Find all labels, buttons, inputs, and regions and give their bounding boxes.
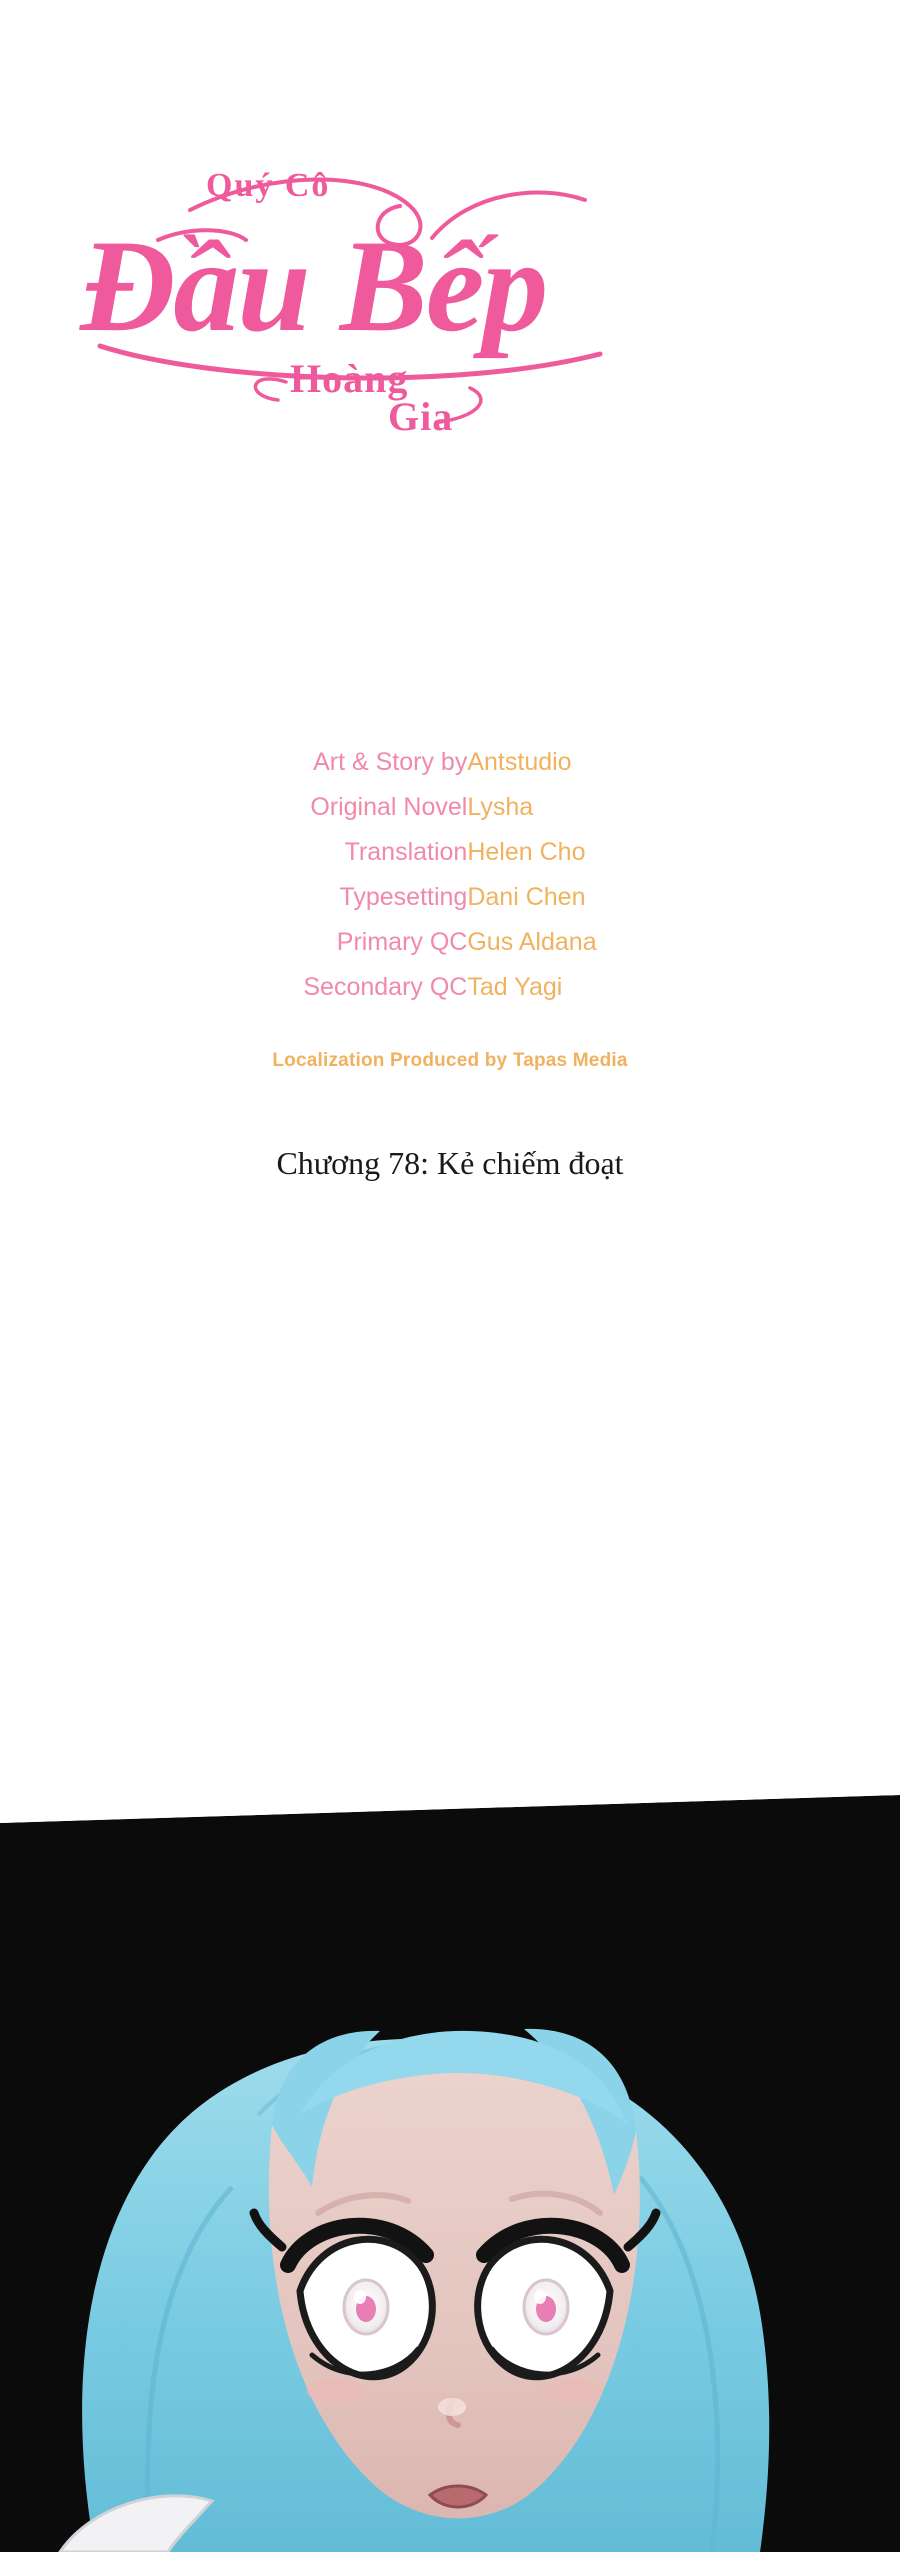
credit-role: Secondary QC — [303, 973, 468, 1001]
title-line3b: Gia — [388, 394, 454, 439]
comic-panel — [0, 1795, 900, 2552]
credit-row — [303, 740, 596, 785]
credit-row — [303, 920, 596, 965]
credits-table — [303, 740, 596, 1010]
credit-name: Gus Aldana — [467, 928, 597, 956]
credit-role: Primary QC — [336, 928, 468, 956]
localization-credit: Localization Produced by Tapas Media — [272, 1050, 628, 1071]
credit-row — [303, 875, 596, 920]
credit-name: Tad Yagi — [467, 973, 563, 1001]
series-title-logo — [0, 140, 900, 460]
chapter-title: Chương 78: Kẻ chiếm đoạt — [276, 1145, 624, 1181]
credit-role: Art & Story by — [313, 748, 468, 776]
credit-row — [303, 785, 596, 830]
credit-name: Dani Chen — [467, 883, 586, 911]
credit-name: Helen Cho — [467, 838, 586, 866]
title-line2: Đầu Bếp — [80, 212, 547, 359]
credit-role: Typesetting — [339, 883, 468, 911]
credit-name: Lysha — [467, 793, 534, 821]
credits-block — [0, 740, 900, 1010]
title-line3a: Hoàng — [290, 356, 409, 401]
credit-name: Antstudio — [467, 748, 572, 776]
credit-role: Translation — [344, 838, 468, 866]
credit-role: Original Novel — [310, 793, 468, 821]
credit-row — [303, 830, 596, 875]
title-line1: Quý Cô — [206, 167, 331, 204]
credit-row — [303, 965, 596, 1010]
panel-artwork — [0, 1795, 900, 2552]
